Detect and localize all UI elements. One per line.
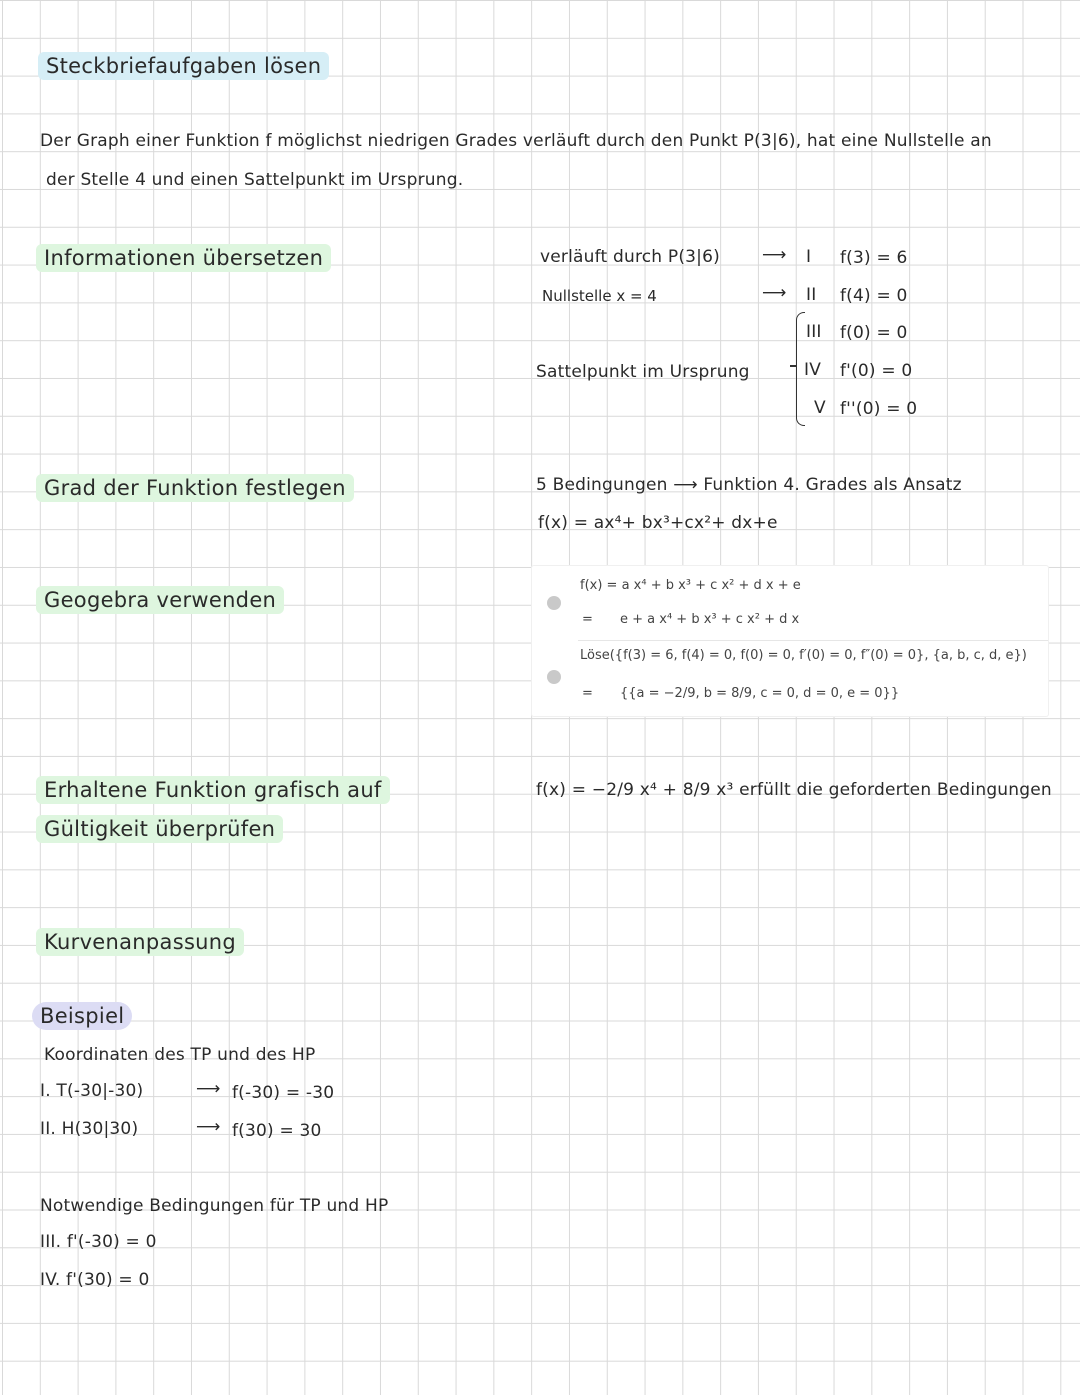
cond-label-2: Nullstelle x = 4 [542,287,657,305]
example-item-2-eq: f(30) = 30 [232,1121,322,1141]
heading-geogebra: Geogebra verwenden [36,586,284,614]
cond-eq-3: f(0) = 0 [840,323,908,343]
example-item-1-eq: f(-30) = -30 [232,1083,335,1103]
example-item-4: IV. f'(30) = 0 [40,1270,150,1290]
cond-numeral-4: IV [804,360,822,380]
cond-label-4: Sattelpunkt im Ursprung [536,362,750,382]
arrow-icon: ⟶ [196,1079,221,1099]
heading-curve-fit: Kurvenanpassung [36,928,244,956]
page-title: Steckbriefaufgaben lösen [38,52,329,80]
cas-input-1[interactable]: f(x) = a x⁴ + b x³ + c x² + d x + e [580,578,801,593]
necessary-conditions: Notwendige Bedingungen für TP und HP [40,1196,389,1216]
ansatz: f(x) = ax⁴+ bx³+cx²+ dx+e [538,513,778,533]
heading-degree: Grad der Funktion festlegen [36,474,354,502]
example-item-1-label: I. T(-30|-30) [40,1081,144,1101]
cas-output-2: {{a = −2/9, b = 8/9, c = 0, d = 0, e = 0}} [620,686,900,701]
heading-check-2: Gültigkeit überprüfen [36,815,283,843]
example-intro: Koordinaten des TP und des HP [44,1045,316,1065]
cond-eq-5: f''(0) = 0 [840,399,918,419]
arrow-icon: ⟶ [196,1117,221,1137]
intro-line-2: der Stelle 4 und einen Sattelpunkt im Ursprung. [46,170,464,190]
cond-numeral-2: II [806,285,817,305]
cas-equals-1: = [582,612,593,627]
result-line: f(x) = −2/9 x⁴ + 8/9 x³ erfüllt die geforderten Bedingungen [536,780,1052,800]
intro-line-1: Der Graph einer Funktion f möglichst niedrigen Grades verläuft durch den Punkt P(3|6), hat eine Nullstelle an [40,131,992,151]
heading-check-1: Erhaltene Funktion grafisch auf [36,776,390,804]
cond-eq-4: f'(0) = 0 [840,361,913,381]
degree-line: 5 Bedingungen ⟶ Funktion 4. Grades als Ansatz [536,475,962,495]
example-item-3: III. f'(-30) = 0 [40,1232,157,1252]
heading-translate: Informationen übersetzen [36,244,331,272]
cas-equals-2: = [582,686,593,701]
heading-example: Beispiel [32,1002,132,1030]
cond-eq-2: f(4) = 0 [840,286,908,306]
cas-divider [578,640,1048,641]
cas-output-1: e + a x⁴ + b x³ + c x² + d x [620,612,800,627]
cas-row-dot-icon[interactable] [547,596,561,610]
arrow-icon: ⟶ [762,245,787,265]
example-item-2-label: II. H(30|30) [40,1119,139,1139]
cond-eq-1: f(3) = 6 [840,248,908,268]
arrow-icon: ⟶ [762,283,787,303]
cond-label-1: verläuft durch P(3|6) [540,247,720,267]
cas-input-2[interactable]: Löse({f(3) = 6, f(4) = 0, f(0) = 0, f′(0) = 0, f″(0) = 0}, {a, b, c, d, e}) [580,648,1027,663]
cond-numeral-1: I [806,247,812,267]
cas-row-dot-icon[interactable] [547,670,561,684]
cond-numeral-3: III [806,322,822,342]
cond-numeral-5: V [814,398,826,418]
